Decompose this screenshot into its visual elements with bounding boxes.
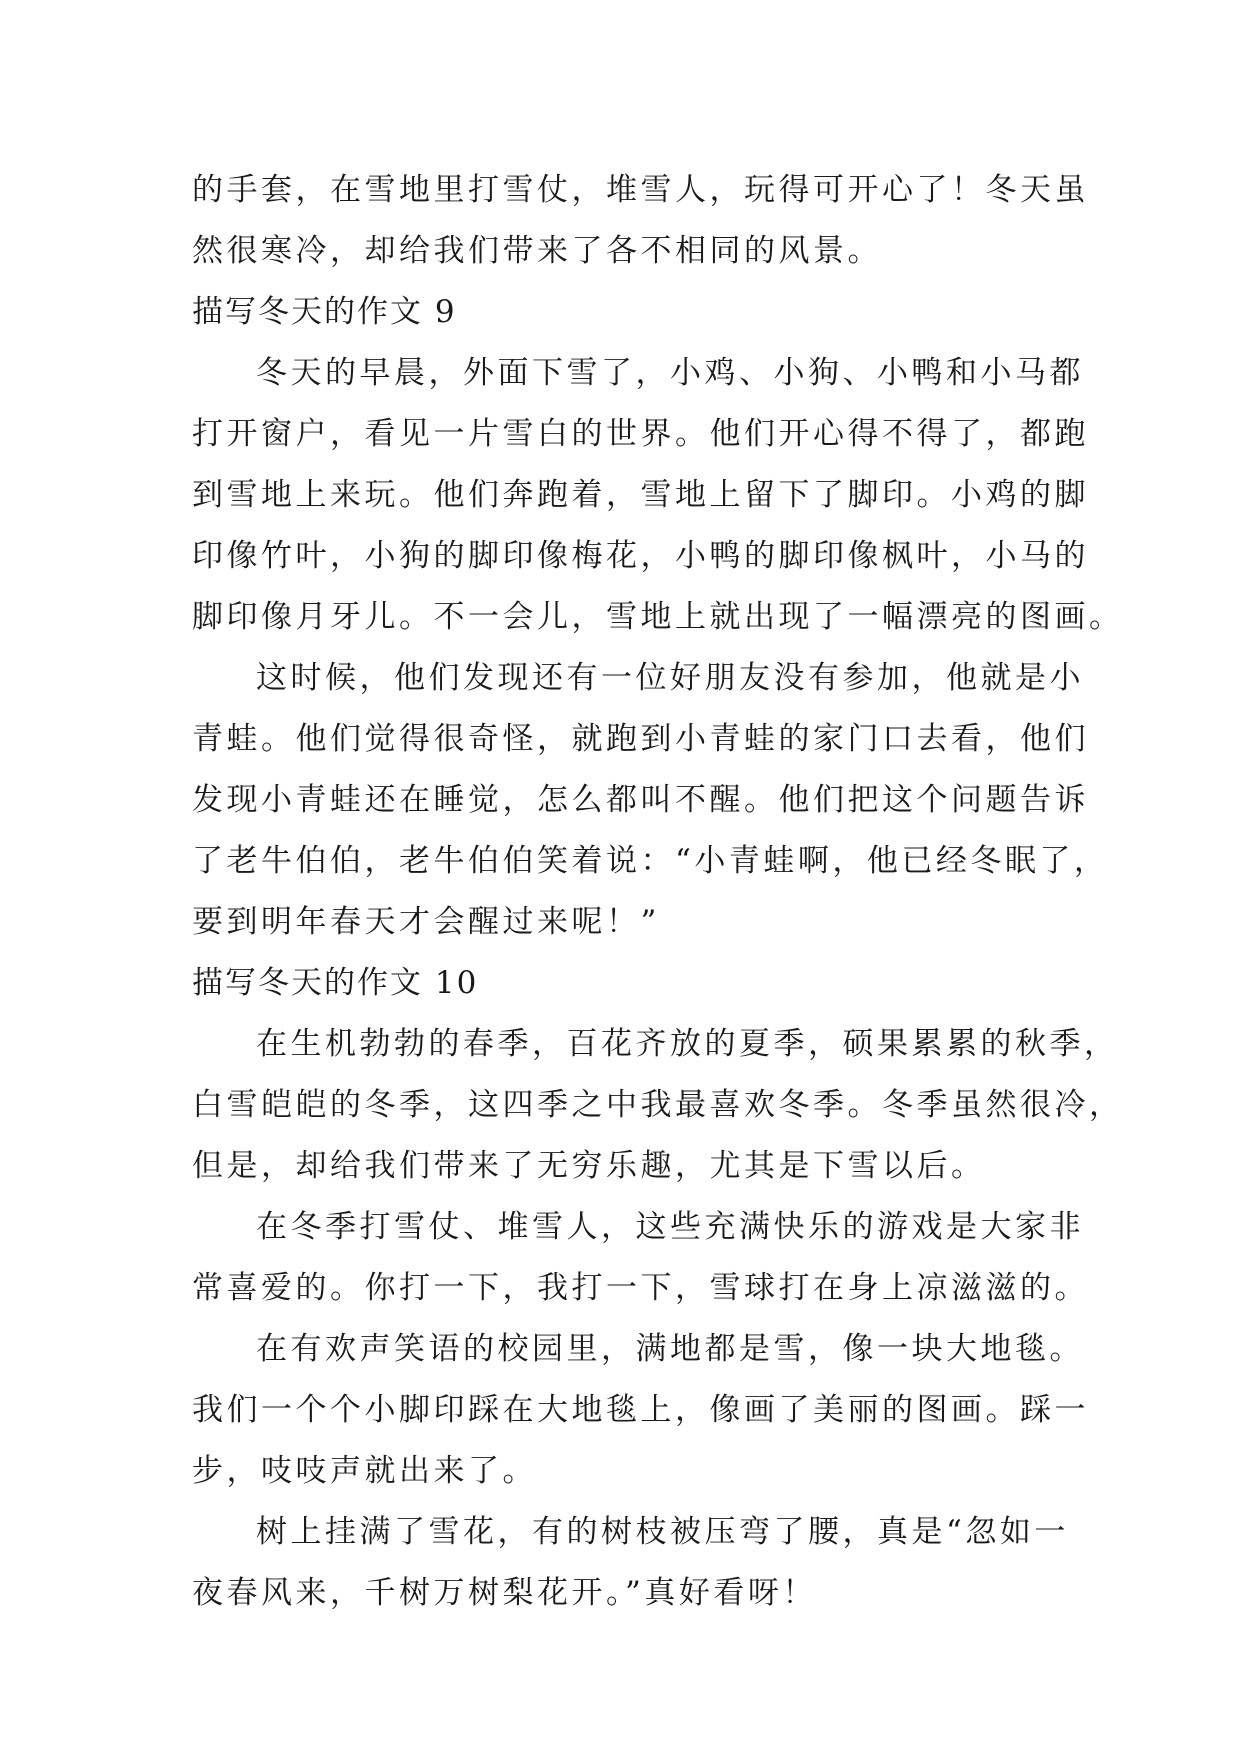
paragraph-line: 打开窗户，看见一片雪白的世界。他们开心得不得了，都跑 [192,416,1089,452]
paragraph-line: 我们一个个小脚印踩在大地毯上，像画了美丽的图画。踩一 [192,1392,1089,1428]
paragraph-line: 青蛙。他们觉得很奇怪，就跑到小青蛙的家门口去看，他们 [192,721,1089,757]
paragraph-line: 在生机勃勃的春季，百花齐放的夏季，硕果累累的秋季， [256,1026,1119,1062]
document-body [192,160,1124,1624]
essay-heading-9: 描写冬天的作文 9 [192,294,457,330]
paragraph-line: 冬天的早晨，外面下雪了，小鸡、小狗、小鸭和小马都 [256,355,1084,391]
paragraph-line: 步，吱吱声就出来了。 [192,1453,537,1489]
paragraph-line: 然很寒冷，却给我们带来了各不相同的风景。 [192,233,882,269]
paragraph-line: 要到明年春天才会醒过来呢！” [192,904,660,940]
essay-heading-10: 描写冬天的作文 10 [192,965,479,1001]
paragraph-line: 但是，却给我们带来了无穷乐趣，尤其是下雪以后。 [192,1148,986,1184]
paragraph-line: 白雪皑皑的冬季，这四季之中我最喜欢冬季。冬季虽然很冷， [192,1087,1124,1123]
paragraph-line: 常喜爱的。你打一下，我打一下，雪球打在身上凉滋滋的。 [192,1270,1089,1306]
paragraph-line: 的手套，在雪地里打雪仗，堆雪人，玩得可开心了！冬天虽 [192,172,1089,208]
paragraph-line: 这时候，他们发现还有一位好朋友没有参加，他就是小 [256,660,1084,696]
paragraph-line: 发现小青蛙还在睡觉，怎么都叫不醒。他们把这个问题告诉 [192,782,1089,818]
paragraph-line: 印像竹叶，小狗的脚印像梅花，小鸭的脚印像枫叶，小马的 [192,538,1089,574]
paragraph-line: 夜春风来，千树万树梨花开。”真好看呀！ [192,1575,817,1611]
paragraph-line: 在有欢声笑语的校园里，满地都是雪，像一块大地毯。 [256,1331,1084,1367]
paragraph-line: 树上挂满了雪花，有的树枝被压弯了腰，真是“忽如一 [256,1514,1069,1550]
paragraph-line: 脚印像月牙儿。不一会儿，雪地上就出现了一幅漂亮的图画。 [192,599,1124,635]
paragraph-line: 了老牛伯伯，老牛伯伯笑着说：“小青蛙啊，他已经冬眠了， [192,843,1109,879]
paragraph-line: 在冬季打雪仗、堆雪人，这些充满快乐的游戏是大家非 [256,1209,1084,1245]
paragraph-line: 到雪地上来玩。他们奔跑着，雪地上留下了脚印。小鸡的脚 [192,477,1089,513]
